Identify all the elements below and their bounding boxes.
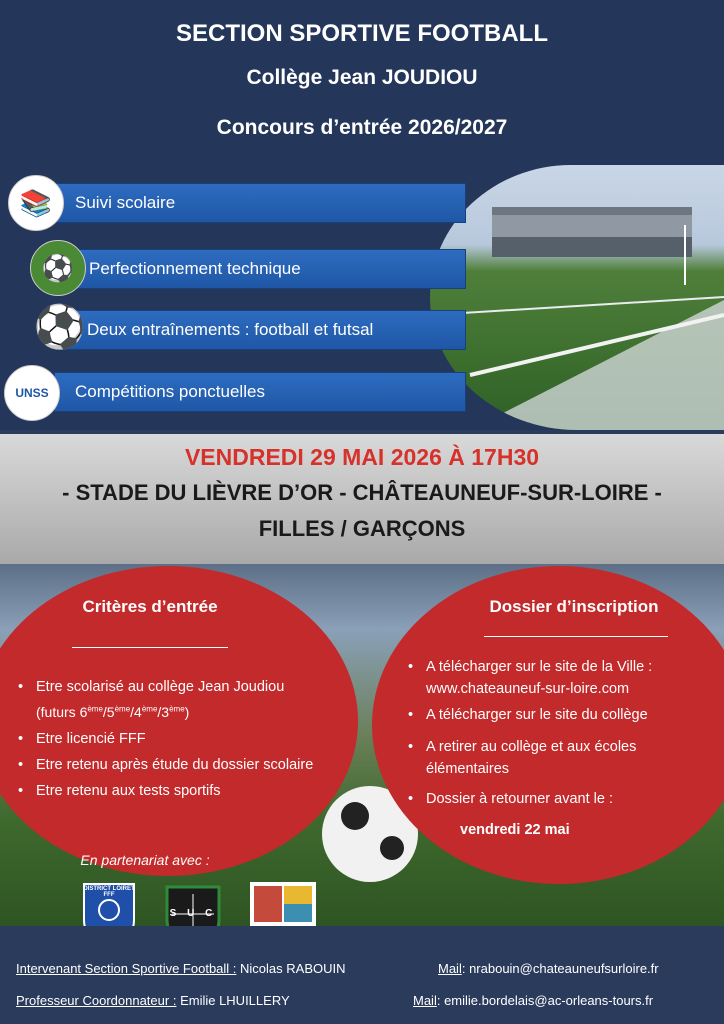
feature-label: Deux entraînements : football et futsal <box>87 320 374 339</box>
feature-label: Perfectionnement technique <box>89 259 301 278</box>
dossier-list <box>404 656 724 810</box>
stadium-photo <box>430 165 724 430</box>
feature-bar-entrainements <box>54 310 466 350</box>
school-name: Collège Jean JOUDIOU <box>246 66 478 89</box>
footer-role-label: Intervenant Section Sportive Football : <box>16 961 237 976</box>
footer-email[interactable]: : nrabouin@chateauneufsurloire.fr <box>461 961 659 976</box>
suc-logo-text: S U C <box>169 908 217 919</box>
list-item <box>404 788 724 810</box>
criteria-item: Etre licencié FFF <box>36 730 146 747</box>
feature-label: Suivi scolaire <box>75 193 176 212</box>
district-logo-text: DISTRICT LOIRET FFF <box>83 886 135 898</box>
dossier-deadline: vendredi 22 mai <box>460 822 570 838</box>
contest-title: Concours d’entrée 2026/2027 <box>216 116 508 139</box>
soccer-ball-icon: ⚽ <box>33 302 87 350</box>
books-icon: 📚 <box>8 175 64 231</box>
list-item <box>404 704 724 726</box>
feature-bar-competitions <box>54 372 466 412</box>
footer-row-1 <box>16 961 346 976</box>
dossier-item: Dossier à retourner avant le : <box>426 791 613 807</box>
event-place: - STADE DU LIÈVRE D’OR - CHÂTEAUNEUF-SUR-LOIRE - <box>62 480 662 505</box>
list-item <box>14 676 344 724</box>
footer-person-name: Nicolas RABOUIN <box>240 961 346 976</box>
footer-mail-label: Mail <box>438 961 462 976</box>
footer-role-label: Professeur Coordonnateur : <box>16 993 177 1008</box>
dossier-item: A retirer au collège et aux écoles élémentaires <box>426 739 637 777</box>
footer-mail-label: Mail <box>413 993 437 1008</box>
feature-bar-perfectionnement <box>54 249 466 289</box>
list-item <box>14 728 344 750</box>
criteria-title: Critères d’entrée <box>82 597 218 616</box>
criteria-item-sub: (futurs 6ème/5ème/4ème/3ème) <box>36 703 190 720</box>
partners-label: En partenariat avec : <box>80 852 210 868</box>
event-audience: FILLES / GARÇONS <box>258 516 466 541</box>
list-item <box>404 656 724 700</box>
footer-row-2 <box>16 993 290 1008</box>
list-item <box>14 780 344 802</box>
dossier-item: A télécharger sur le site de la Ville : <box>426 659 653 675</box>
criteria-item: Etre retenu après étude du dossier scolaire <box>36 756 314 773</box>
footer-email[interactable]: : emilie.bordelais@ac-orleans-tours.fr <box>436 993 654 1008</box>
page-title: SECTION SPORTIVE FOOTBALL <box>175 20 548 47</box>
event-date: VENDREDI 29 MAI 2026 À 17H30 <box>184 444 540 470</box>
feature-bar-suivi <box>54 183 466 223</box>
criteria-item: Etre retenu aux tests sportifs <box>36 782 221 799</box>
unss-logo-text: UNSS <box>15 386 49 400</box>
football-player-icon: ⚽ <box>30 240 86 296</box>
footer-mail-1 <box>438 961 659 976</box>
list-item <box>14 754 316 776</box>
town-website-url[interactable]: www.chateauneuf-sur-loire.com <box>426 681 630 697</box>
dossier-divider <box>484 636 668 637</box>
footer-mail-2 <box>413 993 653 1008</box>
footer-person-name: Emilie LHUILLERY <box>180 993 290 1008</box>
criteria-list <box>14 676 344 802</box>
list-item <box>404 736 716 780</box>
criteria-divider <box>72 647 228 648</box>
unss-logo-icon <box>4 365 60 421</box>
feature-label: Compétitions ponctuelles <box>75 382 265 401</box>
dossier-item: A télécharger sur le site du collège <box>426 707 648 723</box>
dossier-title: Dossier d’inscription <box>489 597 659 616</box>
criteria-item: Etre scolarisé au collège Jean Joudiou <box>36 679 285 695</box>
